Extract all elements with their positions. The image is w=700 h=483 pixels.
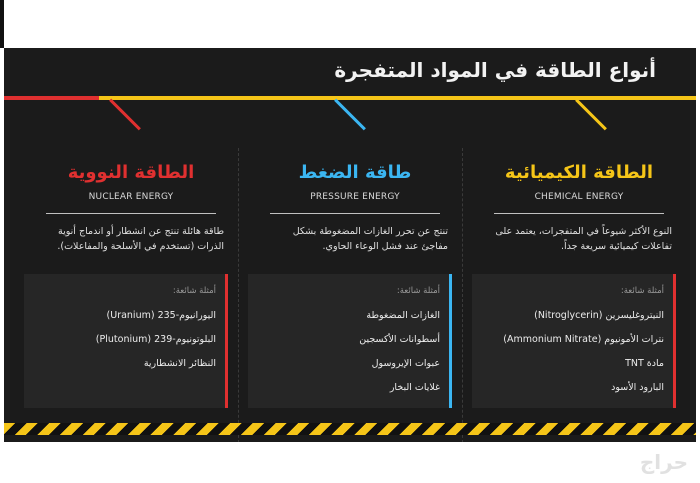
list-item: النيتروغليسرين (Nitroglycerin)	[534, 310, 664, 321]
chemical-divider	[494, 213, 664, 214]
chemical-heading: الطاقة الكيميائية	[504, 162, 654, 183]
pressure-description: تنتج عن تحرر الغازات المضغوطة بشكل مفاجئ عند فشل الوعاء الحاوي.	[292, 226, 448, 252]
nuclear-divider	[46, 213, 216, 214]
list-item: اليورانيوم-235 (Uranium)	[106, 310, 216, 321]
nuclear-examples-box	[24, 274, 228, 408]
nuclear-examples-list	[28, 306, 216, 378]
list-item: نترات الأمونيوم (Ammonium Nitrate)	[503, 334, 664, 345]
nuclear-subtitle: NUCLEAR ENERGY	[88, 192, 174, 202]
nuclear-description: طاقة هائلة تنتج عن انشطار أو اندماج أنوية الذرات (تستخدم في الأسلحة والمفاعلات).	[57, 226, 224, 252]
yellow-line	[99, 96, 696, 100]
chemical-examples-box	[472, 274, 676, 408]
pressure-examples-box	[248, 274, 452, 408]
list-item: أسطوانات الأكسجين	[359, 334, 440, 345]
list-item: البارود الأسود	[611, 382, 664, 393]
pressure-divider	[270, 213, 440, 214]
pressure-examples-list	[252, 306, 440, 402]
list-item: عبوات الإيروسول	[371, 358, 440, 369]
list-item: غلايات البخار	[389, 382, 440, 393]
nuclear-heading: الطاقة النووية	[67, 162, 195, 183]
chemical-examples-list	[476, 306, 664, 402]
nuclear-box-accent	[225, 274, 228, 408]
watermark-logo: حراج	[639, 450, 688, 474]
hazard-stripe	[4, 423, 696, 435]
column-divider	[462, 148, 463, 442]
list-item: مادة TNT	[625, 358, 664, 369]
list-item: الغازات المضغوطة	[366, 310, 440, 321]
top-bar-edge	[0, 0, 4, 48]
list-item: النظائر الانشطارية	[143, 358, 216, 369]
pressure-box-accent	[449, 274, 452, 408]
chemical-examples-label: أمثلة شائعة:	[620, 286, 664, 296]
chemical-box-accent	[673, 274, 676, 408]
page-title: أنواع الطاقة في المواد المتفجرة	[334, 58, 656, 82]
list-item: البلوتونيوم-239 (Plutonium)	[95, 334, 216, 345]
title-underline	[4, 96, 696, 100]
column-divider	[238, 148, 239, 442]
chemical-description: النوع الأكثر شيوعاً في المتفجرات، يعتمد على تفاعلات كيميائية سريعة جداً.	[495, 226, 672, 252]
red-line	[4, 96, 99, 100]
top-bar	[0, 0, 700, 48]
pressure-examples-label: أمثلة شائعة:	[396, 286, 440, 296]
infographic-card	[4, 48, 696, 442]
pressure-subtitle: PRESSURE ENERGY	[310, 192, 400, 202]
chemical-subtitle: CHEMICAL ENERGY	[534, 192, 624, 202]
nuclear-examples-label: أمثلة شائعة:	[172, 286, 216, 296]
pressure-heading: طاقة الضغط	[298, 162, 412, 183]
